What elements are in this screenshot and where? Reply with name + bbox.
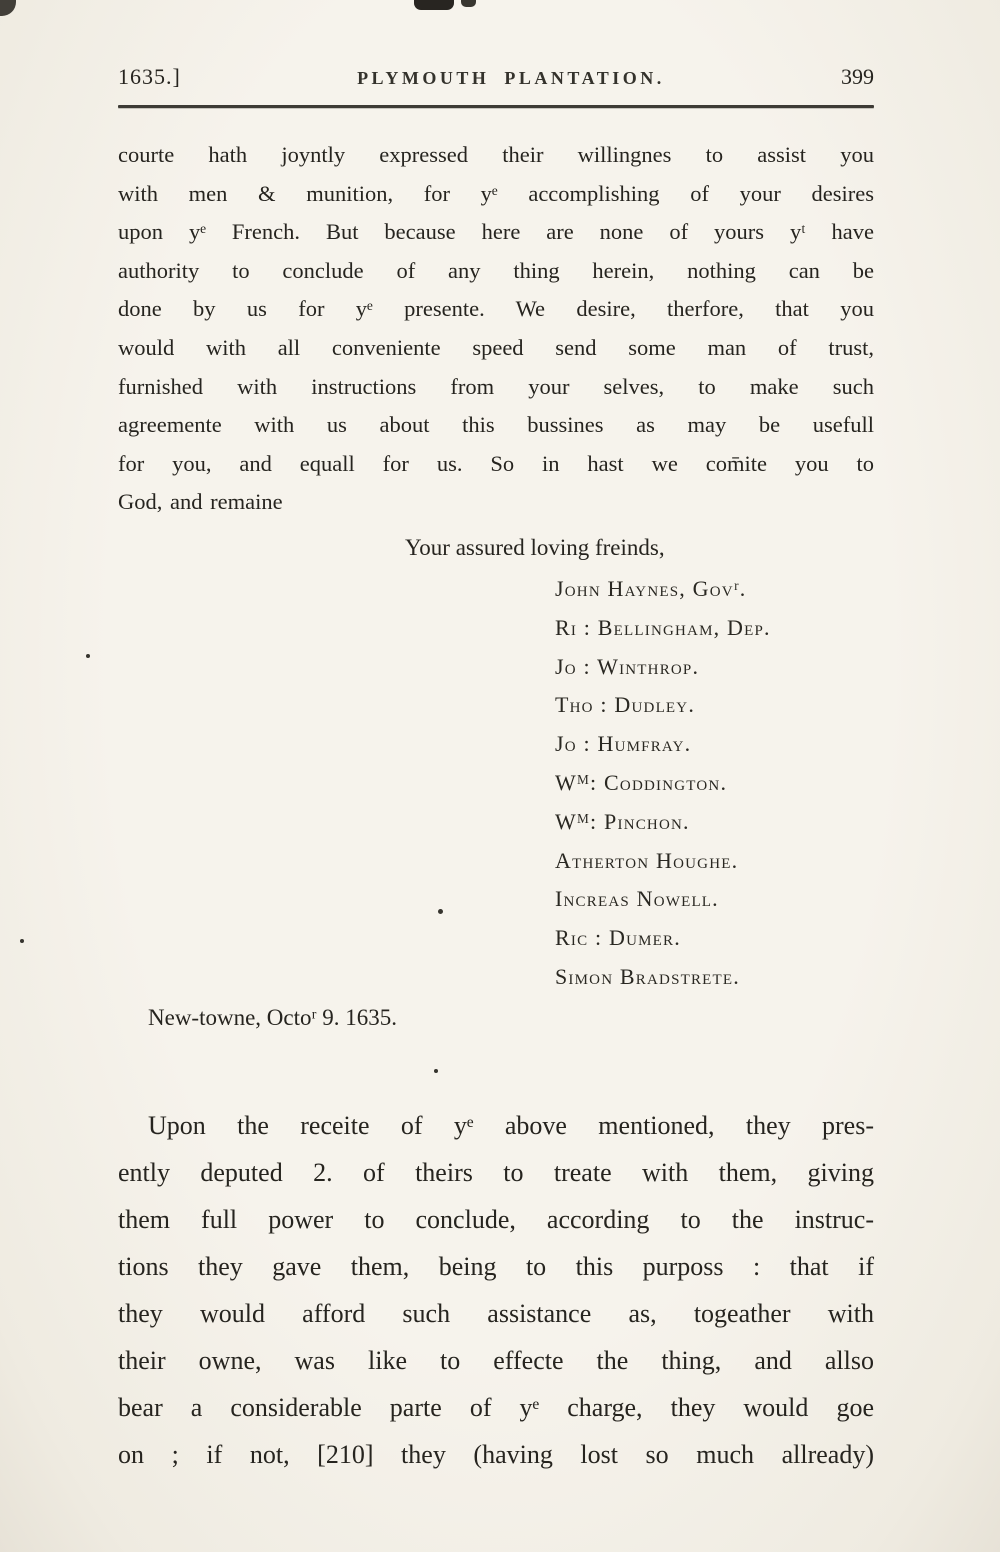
narrative-paragraph [118, 1102, 874, 1478]
scan-speck [20, 939, 24, 943]
text-line: Upon the receite of yᵉ above mentioned, they pres- [148, 1110, 874, 1140]
signature: Jo : Humfray. [555, 731, 692, 757]
signature: Ri : Bellingham, Dep. [555, 614, 771, 640]
text-line: would with all conveniente speed send some man of trust, [118, 334, 874, 360]
text-line: authority to conclude of any thing herein, nothing can be [118, 257, 874, 283]
scan-smudge [414, 0, 454, 10]
dateline: New-towne, Octoʳ 9. 1635. [148, 1004, 398, 1030]
text-line: with men & munition, for yᵉ accomplishing of your desires [118, 180, 874, 206]
scan-speck [86, 654, 90, 658]
text-line: furnished with instructions from your selves, to make such [118, 373, 874, 399]
signature: John Haynes, Govʳ. [555, 575, 747, 601]
signature: Tho : Dudley. [555, 692, 696, 718]
letter-paragraph [118, 136, 874, 483]
text-line: them full power to conclude, according to the instruc- [118, 1204, 874, 1234]
text-line: on ; if not, [210] they (having lost so much allready) [118, 1439, 874, 1469]
signature: Wᴹ: Coddington. [555, 769, 728, 795]
scan-speck [434, 1069, 438, 1073]
text-line: done by us for yᵉ presente. We desire, therfore, that you [118, 296, 874, 322]
signature: Jo : Winthrop. [555, 653, 700, 679]
header-rule [118, 105, 874, 108]
text-line: courte hath joyntly expressed their willingnes to assist you [118, 142, 874, 167]
text-line: for you, and equall for us. So in hast we com̄ite you to [118, 450, 874, 476]
page-header [118, 64, 874, 90]
signature: Ric : Dumer. [555, 925, 681, 951]
signature: Increas Nowell. [555, 886, 719, 912]
text-line: agreemente with us about this bussines as may be usefull [118, 412, 874, 438]
header-title: PLYMOUTH PLANTATION. [357, 68, 665, 88]
text-line: tions they gave them, being to this purposs : that if [118, 1251, 874, 1281]
text-line: ently deputed 2. of theirs to treate with them, giving [118, 1157, 874, 1187]
text-line: upon yᵉ French. But because here are none of yours yᵗ have [118, 219, 874, 245]
scan-smudge [461, 0, 476, 7]
signature: Simon Bradstrete. [555, 963, 740, 989]
scan-smudge [0, 0, 16, 16]
text-line: God, and remaine [118, 489, 283, 515]
header-year: 1635.] [118, 64, 181, 89]
scan-speck [438, 909, 443, 914]
signature-list [118, 570, 874, 997]
text-line: their owne, was like to effecte the thing, and allso [118, 1345, 874, 1375]
letter-closing: Your assured loving freinds, [405, 534, 665, 560]
header-page-number: 399 [840, 64, 874, 89]
text-line: they would afford such assistance as, togeather with [118, 1298, 874, 1328]
text-line: bear a considerable parte of yᵉ charge, they would goe [118, 1392, 874, 1422]
signature: Atherton Houghe. [555, 847, 739, 873]
signature: Wᴹ: Pinchon. [555, 808, 690, 834]
letter-body [118, 136, 874, 1038]
